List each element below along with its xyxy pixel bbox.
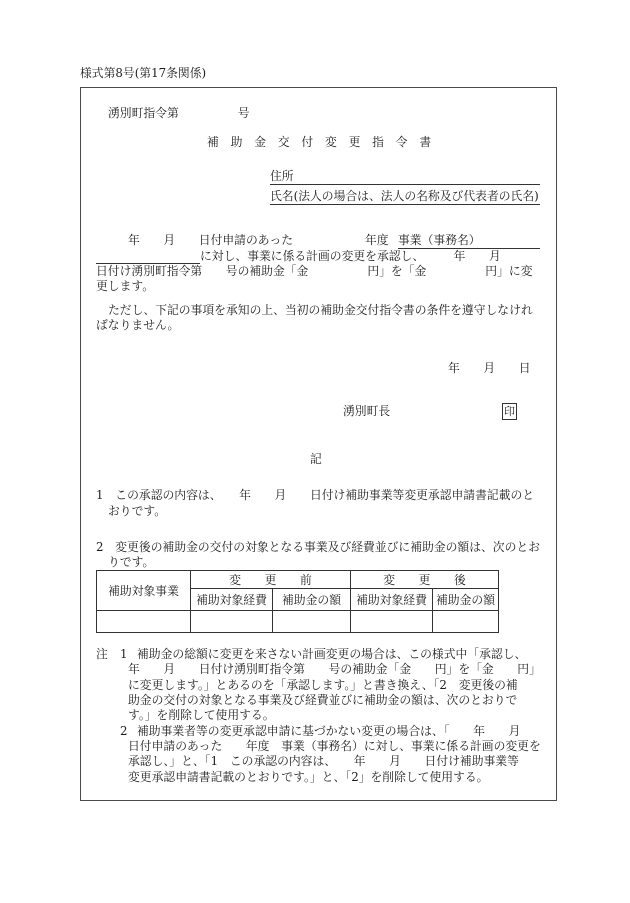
item-2-line-1: 2 変更後の補助金の交付の対象となる事業及び経費並びに補助金の額は、次のとお	[96, 540, 540, 554]
note-1-line-2: 年 月 日付け湧別町指令第 号の補助金「金 円」を「金 円」	[128, 662, 541, 676]
cell-amount-after	[433, 611, 499, 633]
note-1-line-1: 補助金の総額に変更を来さない計画変更の場合は、この様式中「承認し、	[137, 647, 527, 661]
ki-heading: 記	[310, 452, 322, 466]
address-underline	[270, 184, 540, 185]
header-amount-before: 補助金の額	[273, 589, 351, 611]
table-row	[97, 611, 499, 633]
issuer-name: 湧別町長	[343, 404, 391, 418]
item-1-line-1: 1 この承認の内容は、 年 月 日付け補助事業等変更承認申請書記載のと	[96, 488, 535, 502]
item-1-line-2: おりです。	[108, 504, 167, 518]
note-2-line-2: 日付申請のあった 年度 事業（事務名）に対し、事業に係る計画の変更を	[128, 739, 541, 753]
document-title: 補 助 金 交 付 変 更 指 令 書	[207, 135, 432, 149]
cell-cost-after	[351, 611, 433, 633]
address-label: 住所	[270, 169, 294, 183]
header-amount-after: 補助金の額	[433, 589, 499, 611]
item-2-line-2: りです。	[108, 555, 155, 569]
subsidy-change-table	[96, 570, 499, 633]
note-1-line-4: 助金の交付の対象となる事業及び経費並びに補助金の額は、次のとおりで	[128, 693, 518, 707]
notice-application-date: 年 月 日付申請のあった	[128, 233, 294, 247]
header-before-change: 変 更 前	[191, 571, 351, 589]
note-1-line-5: す。」を削除して使用する。	[128, 708, 275, 722]
header-cost-after: 補助対象経費	[351, 589, 433, 611]
table-header-row	[97, 571, 499, 589]
seal-mark: 印	[504, 405, 515, 418]
header-project: 補助対象事業	[97, 571, 191, 611]
notice-fiscal-year: 年度	[365, 233, 389, 247]
cell-project	[97, 611, 191, 633]
note-2-number: 2	[120, 724, 128, 738]
header-after-change: 変 更 後	[351, 571, 499, 589]
note-2-line-3: 承認し、」と、「1 この承認の内容は、 年 月 日付け補助事業等	[128, 754, 519, 768]
issue-date: 年 月 日	[448, 361, 531, 375]
order-number: 湧別町指令第 号	[108, 106, 250, 120]
header-cost-before: 補助対象経費	[191, 589, 273, 611]
condition-line-2: ばなりません。	[96, 318, 180, 332]
name-label: 氏名(法人の場合は、法人の名称及び代表者の氏名)	[270, 189, 539, 203]
notice-line-3: 日付け湧別町指令第 号の補助金「金 円」を「金 円」に変	[96, 264, 533, 278]
notice-line-2: に対し、事業に係る計画の変更を承認し、 年 月	[200, 249, 501, 263]
note-1-number: 1	[120, 647, 128, 661]
condition-line-1: ただし、下記の事項を承知の上、当初の補助金交付指令書の条件を遵守しなけれ	[108, 303, 533, 317]
note-2-line-1: 補助事業者等の変更承認申請に基づかない変更の場合は、「 年 月	[137, 724, 521, 738]
note-2-line-4: 変更承認申請書記載のとおりです。」と、「2」を削除して使用する。	[128, 770, 489, 784]
note-1-line-3: に変更します。」とあるのを「承認します。」と書き換え、「2 変更後の補	[128, 678, 518, 692]
name-underline	[270, 204, 540, 205]
cell-amount-before	[273, 611, 351, 633]
cell-cost-before	[191, 611, 273, 633]
notice-project-name: 事業（事務名）	[398, 233, 481, 247]
notice-line-4: 更します。	[96, 279, 155, 293]
form-number: 様式第8号(第17条関係)	[80, 66, 207, 80]
notes-label: 注	[96, 647, 108, 661]
